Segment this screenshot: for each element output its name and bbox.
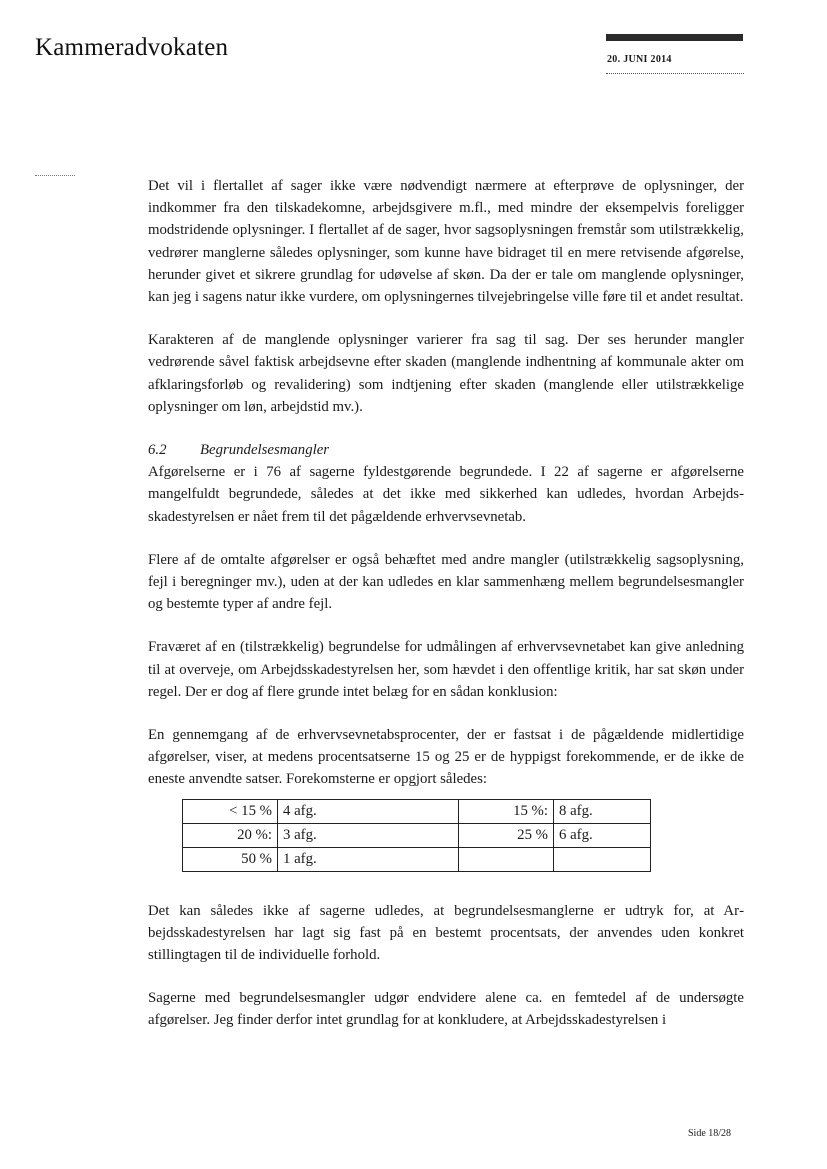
paragraph: Det vil i flertallet af sager ikke være nødvendigt nærmere at efterprøve de oplysninger, der indkommer fra den tilskadekomne, arbejdsgivere m.fl., med mindre der eksempelvis foreligger modstridende oplysninger. I flertallet af de sager, hvor sagsoplysningen fremstår som utilstrækkelig, vedrører manglerne således oplysninger, som kunne have bidraget til en mere retvisende afgørelse, herunder givet et sikrere grundlag for udøvelse af skøn. Da der er tale om manglende oplysninger, kan jeg i sagens natur ikke vurdere, om oplysningernes tilvejebringelse ville føre til et andet resultat. bbox=[148, 178, 744, 306]
table-cell: 50 % bbox=[183, 847, 278, 871]
table-row bbox=[183, 799, 651, 823]
table-cell: < 15 % bbox=[183, 799, 278, 823]
paragraph: Flere af de omtalte afgørelser er også behæftet med andre mangler (utilstrækkelig sagsoplysning, fejl i beregninger mv.), uden at der kan udledes en klar sammenhæng mellem begrundelsesmangler og bestemte typer af andre fejl. bbox=[148, 551, 744, 613]
header-bar bbox=[606, 34, 743, 41]
table-cell bbox=[459, 847, 554, 871]
table-row bbox=[183, 823, 651, 847]
table-cell bbox=[554, 847, 651, 871]
paragraph: Afgørelserne er i 76 af sagerne fyldestgørende begrundede. I 22 af sagerne er afgørelserne mangelfuldt begrundede, således at det ikke med sikkerhed kan udledes, hvordan Arbejdsskadestyrelsen er nået frem til det pågældende erhvervsevnetab. bbox=[148, 464, 744, 525]
table-cell: 3 afg. bbox=[278, 823, 459, 847]
section-heading bbox=[148, 439, 744, 461]
section-number: 6.2 bbox=[148, 442, 167, 459]
paragraph: En gennemgang af de erhvervsevnetabsprocenter, der er fastsat i de pågældende midlertidige afgørelser, viser, at medens procentsatserne 15 og 25 er de hyppigst forekommende, er de ikke de eneste anvendte satser. Forekomsterne er opgjort således: bbox=[148, 727, 744, 788]
paragraph: Sagerne med begrundelsesmangler udgør endvidere alene ca. en femtedel af de undersøgte afgørelser. Jeg finder derfor intet grundlag for at konkludere, at Arbejdsskadestyrelsen i bbox=[148, 990, 744, 1029]
table-cell: 8 afg. bbox=[554, 799, 651, 823]
document-body bbox=[148, 175, 744, 1032]
rates-table bbox=[182, 799, 651, 872]
table-cell: 25 % bbox=[459, 823, 554, 847]
table-cell: 20 %: bbox=[183, 823, 278, 847]
table-cell: 1 afg. bbox=[278, 847, 459, 871]
table-cell: 4 afg. bbox=[278, 799, 459, 823]
document-date: 20. JUNI 2014 bbox=[607, 54, 672, 65]
section-title: Begrundelsesmangler bbox=[200, 442, 330, 459]
paragraph: Fraværet af en (tilstrækkelig) begrundelse for udmålingen af erhvervsevnetabet kan give anledning til at overveje, om Arbejdsskadestyrelsen her, som hævdet i den offentlige kritik, har sat skøn under regel. Der er dog af flere grunde intet belæg for en sådan konklusion: bbox=[148, 639, 744, 700]
margin-divider bbox=[35, 175, 75, 176]
paragraph: Karakteren af de manglende oplysninger varierer fra sag til sag. Der ses herunder mangler vedrørende såvel faktisk arbejdsevne efter skaden (manglende indhentning af kommunale akter om afklaringsforløb og revalidering) som indtjening efter skaden (manglende eller utilstrækkelige oplysninger om løn, arbejdstid mv.). bbox=[148, 332, 744, 415]
paragraph: Det kan således ikke af sagerne udledes, at begrundelsesmanglerne er udtryk for, at Arbejdsskadestyrelsen har lagt sig fast på en bestemt procentsats, der anvendes uden konkret stillingtagen til de individuelle forhold. bbox=[148, 902, 744, 964]
table-cell: 15 %: bbox=[459, 799, 554, 823]
brand-logo-text: Kammeradvokaten bbox=[35, 34, 229, 61]
page-number: Side 18/28 bbox=[688, 1128, 732, 1139]
table-cell: 6 afg. bbox=[554, 823, 651, 847]
date-divider bbox=[606, 73, 744, 74]
table-row bbox=[183, 847, 651, 871]
